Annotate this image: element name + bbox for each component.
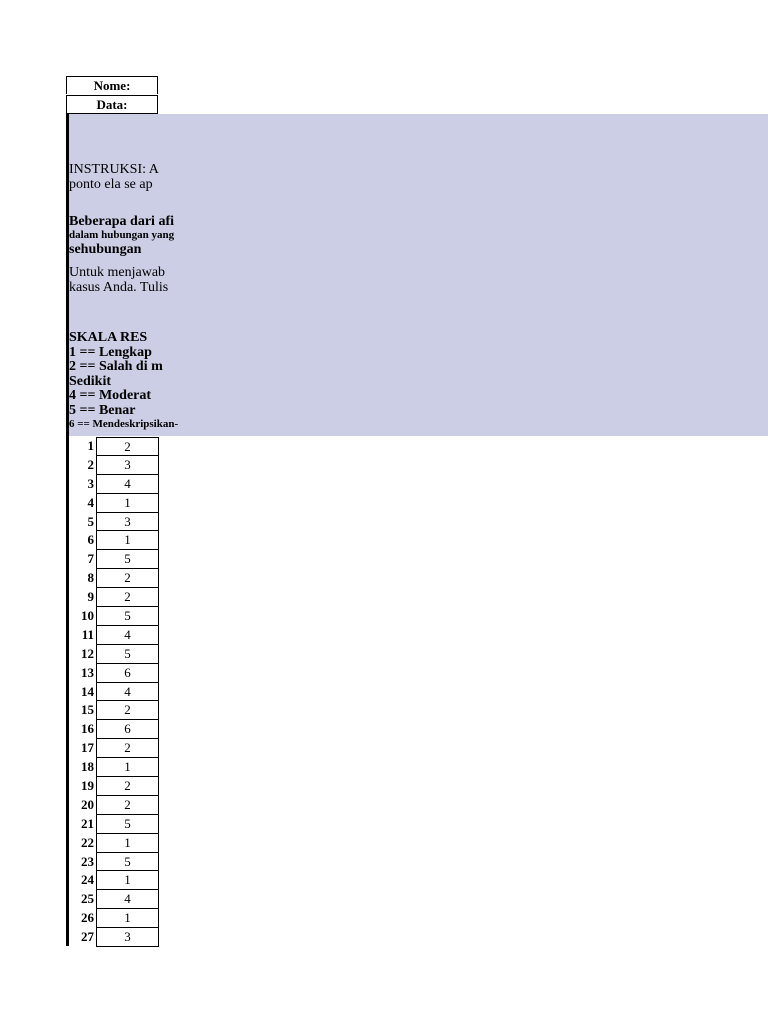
answer-cell[interactable]: 2: [96, 569, 159, 588]
table-row: [66, 890, 159, 909]
table-row: [66, 739, 159, 758]
answer-cell[interactable]: 5: [96, 607, 159, 626]
answer-cell[interactable]: 1: [96, 531, 159, 550]
item-number: 2: [87, 456, 94, 472]
group-tail: sehubungan: [69, 242, 142, 257]
item-number: 21: [81, 815, 94, 831]
item-number: 10: [81, 608, 94, 624]
table-row: [66, 701, 159, 720]
table-row: [66, 607, 159, 626]
scale-title: SKALA RES: [69, 331, 148, 345]
group-heading: Beberapa dari afi: [69, 214, 174, 229]
answer-line-2: kasus Anda. Tulis: [69, 280, 169, 295]
item-number: 25: [81, 891, 94, 907]
answer-cell[interactable]: 3: [96, 456, 159, 475]
table-row: [66, 456, 159, 475]
answer-cell[interactable]: 2: [96, 777, 159, 796]
answer-cell[interactable]: 2: [96, 588, 159, 607]
table-row: [66, 683, 159, 702]
item-number: 3: [87, 475, 94, 491]
item-number: 27: [81, 929, 94, 945]
item-number: 24: [81, 872, 94, 888]
answer-cell[interactable]: 5: [96, 645, 159, 664]
table-row: [66, 758, 159, 777]
answer-cell[interactable]: 5: [96, 815, 159, 834]
answer-cell[interactable]: 5: [96, 853, 159, 872]
name-label-cell[interactable]: Nome:: [66, 76, 158, 94]
answer-cell[interactable]: 1: [96, 834, 159, 853]
instruction-band: [66, 114, 768, 436]
table-row: [66, 720, 159, 739]
table-row: [66, 928, 159, 947]
table-row: [66, 834, 159, 853]
scale-item-1: 1 == Lengkap: [69, 344, 152, 360]
item-number: 19: [81, 778, 94, 794]
answer-cell[interactable]: 4: [96, 626, 159, 645]
answer-instruction: [69, 265, 189, 295]
answer-cell[interactable]: 3: [96, 928, 159, 947]
answer-cell[interactable]: 1: [96, 494, 159, 513]
table-row: [66, 588, 159, 607]
answer-cell[interactable]: 4: [96, 683, 159, 702]
item-number: 5: [87, 513, 94, 529]
table-row: [66, 513, 159, 532]
item-number: 26: [81, 910, 94, 926]
answer-cell[interactable]: 2: [96, 796, 159, 815]
table-row: [66, 569, 159, 588]
answer-cell[interactable]: 1: [96, 758, 159, 777]
table-row: [66, 550, 159, 569]
answer-cell[interactable]: 5: [96, 550, 159, 569]
item-number: 17: [81, 740, 94, 756]
item-number: 7: [87, 551, 94, 567]
answer-cell[interactable]: 3: [96, 513, 159, 532]
answer-cell[interactable]: 6: [96, 664, 159, 683]
answer-cell[interactable]: 2: [96, 437, 159, 456]
scale-item-5: 5 == Benar: [69, 402, 136, 418]
table-row: [66, 815, 159, 834]
table-row: [66, 645, 159, 664]
item-number: 22: [81, 834, 94, 850]
scale-item-2: 2 == Salah di m: [69, 359, 163, 374]
answer-cell[interactable]: 6: [96, 720, 159, 739]
item-number: 15: [81, 702, 94, 718]
table-row: [66, 777, 159, 796]
item-number: 4: [87, 494, 94, 510]
table-row: [66, 475, 159, 494]
item-number: 18: [81, 759, 94, 775]
scale-item-6: 6 == Mendeskripsikan-: [69, 418, 179, 430]
instruction-text: [69, 162, 189, 192]
answer-cell[interactable]: 4: [96, 890, 159, 909]
scale-item-3: Sedikit: [69, 373, 112, 389]
table-row: [66, 494, 159, 513]
table-row: [66, 871, 159, 890]
answer-cell[interactable]: 2: [96, 701, 159, 720]
item-number: 12: [81, 645, 94, 661]
table-row: [66, 437, 159, 456]
item-number: 20: [81, 796, 94, 812]
scale-item-4: 4 == Moderat: [69, 388, 152, 403]
answer-cell[interactable]: 4: [96, 475, 159, 494]
instruction-line-1: INSTRUKSI: A: [69, 162, 159, 177]
answer-list: [66, 437, 159, 947]
answer-line-1: Untuk menjawab: [69, 265, 166, 280]
item-number: 8: [87, 570, 94, 586]
group-text: [69, 214, 189, 257]
table-row: [66, 626, 159, 645]
item-number: 9: [87, 589, 94, 605]
item-number: 16: [81, 721, 94, 737]
response-scale: [69, 331, 189, 431]
item-number: 14: [81, 683, 94, 699]
item-number: 13: [81, 664, 94, 680]
table-row: [66, 664, 159, 683]
answer-cell[interactable]: 1: [96, 909, 159, 928]
item-number: 11: [81, 626, 94, 642]
item-number: 1: [87, 438, 94, 453]
item-number: 23: [81, 853, 94, 869]
table-row: [66, 531, 159, 550]
table-row: [66, 909, 159, 928]
instruction-line-2: ponto ela se ap: [69, 177, 153, 192]
answer-cell[interactable]: 2: [96, 739, 159, 758]
date-label-cell[interactable]: Data:: [66, 95, 158, 114]
table-row: [66, 796, 159, 815]
item-number: 6: [87, 532, 94, 548]
table-row: [66, 853, 159, 872]
answer-cell[interactable]: 1: [96, 871, 159, 890]
group-subtext: dalam hubungan yang: [69, 229, 175, 241]
